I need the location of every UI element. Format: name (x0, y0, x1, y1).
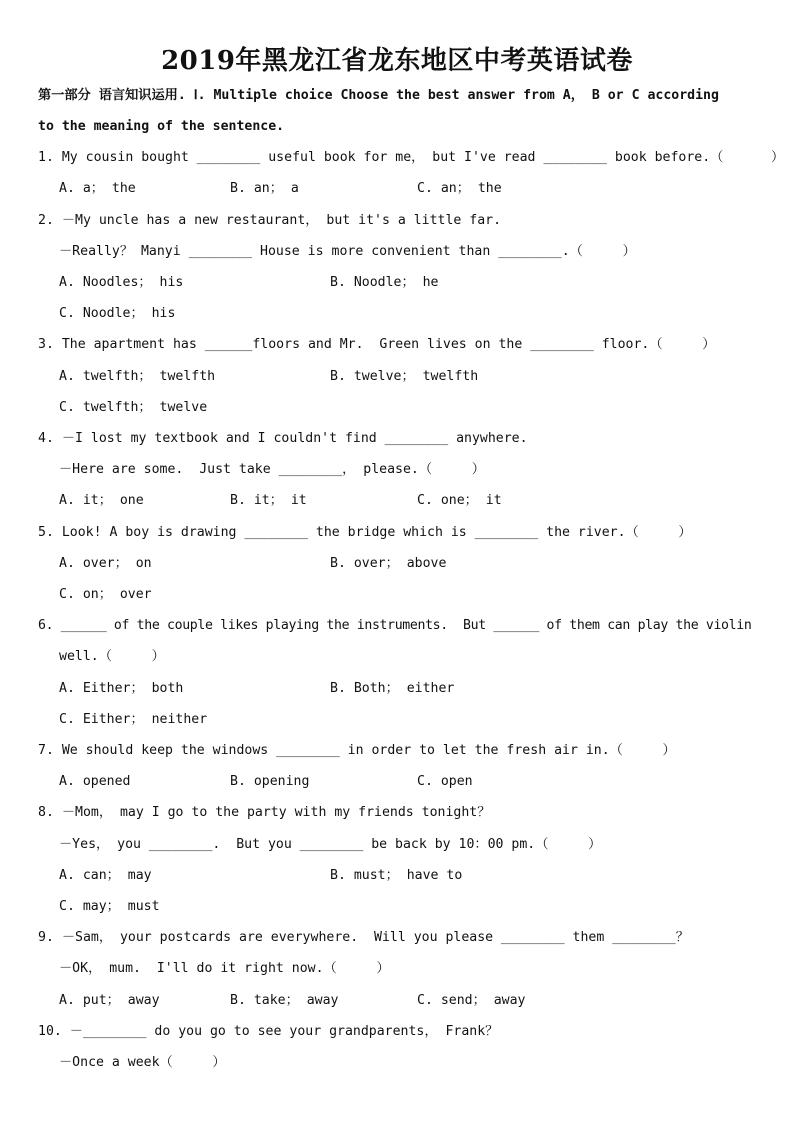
question-8-option-a: A. can； may (59, 868, 152, 883)
question-2-stem-line-2: －Really？ Manyi ________ House is more convenient than ________.（ ） (59, 244, 636, 259)
question-10-stem-line-1: 10. －________ do you go to see your grandparents， Frank？ (38, 1024, 499, 1039)
question-5-option-c: C. on； over (59, 587, 152, 602)
question-4-stem-line-1: 4. －I lost my textbook and I couldn't find ________ anywhere. (38, 431, 528, 446)
question-9-option-a: A. put； away (59, 993, 160, 1008)
question-2-option-c: C. Noodle； his (59, 306, 176, 321)
question-6-stem-line-2: well.（ ） (59, 649, 165, 664)
question-4-stem-line-2: －Here are some. Just take ________， please.（ ） (59, 462, 485, 477)
question-7-option-b: B. opening (230, 774, 310, 789)
section-heading-line-2: to the meaning of the sentence. (38, 119, 285, 134)
section-heading-line-1: 第一部分 语言知识运用. Ⅰ. Multiple choice Choose the best answer from A， B or C according (38, 88, 719, 103)
question-6-option-a: A. Either； both (59, 681, 184, 696)
question-8-stem-line-1: 8. －Mom， may I go to the party with my friends tonight？ (38, 805, 491, 820)
question-1-option-c: C. an； the (417, 181, 502, 196)
question-4-option-c: C. one； it (417, 493, 502, 508)
question-4-option-a: A. it； one (59, 493, 144, 508)
question-5-option-b: B. over； above (330, 556, 447, 571)
question-10-stem-line-2: －Once a week（ ） (59, 1055, 226, 1070)
question-8-option-c: C. may； must (59, 899, 160, 914)
question-6-option-b: B. Both； either (330, 681, 455, 696)
question-3-stem: 3. The apartment has ______floors and Mr. Green lives on the ________ floor.（ ） (38, 337, 716, 352)
question-1-option-a: A. a； the (59, 181, 136, 196)
question-3-option-c: C. twelfth； twelve (59, 400, 208, 415)
question-9-option-c: C. send； away (417, 993, 526, 1008)
question-6-stem-line-1: 6. ______ of the couple likes playing the instruments. But ______ of them can play the violin (38, 618, 752, 633)
question-5-stem: 5. Look! A boy is drawing ________ the bridge which is ________ the river.（ ） (38, 525, 692, 540)
question-6-option-c: C. Either； neither (59, 712, 208, 727)
question-7-option-c: C. open (417, 774, 473, 789)
question-2-stem-line-1: 2. －My uncle has a new restaurant， but it's a little far. (38, 213, 502, 228)
question-3-option-a: A. twelfth； twelfth (59, 369, 216, 384)
question-9-option-b: B. take； away (230, 993, 339, 1008)
question-8-stem-line-2: －Yes， you ________. But you ________ be back by 10：00 pm.（ ） (59, 837, 602, 852)
question-3-option-b: B. twelve； twelfth (330, 369, 479, 384)
question-7-option-a: A. opened (59, 774, 131, 789)
question-9-stem-line-1: 9. －Sam， your postcards are everywhere. Will you please ________ them ________？ (38, 930, 689, 945)
question-2-option-a: A. Noodles； his (59, 275, 184, 290)
question-1-stem: 1. My cousin bought ________ useful book for me， but I've read ________ book before.（ ） (38, 150, 785, 165)
question-5-option-a: A. over； on (59, 556, 152, 571)
question-7-stem: 7. We should keep the windows ________ in order to let the fresh air in.（ ） (38, 743, 676, 758)
page-title: 2019年黑龙江省龙东地区中考英语试卷 (161, 46, 633, 76)
question-9-stem-line-2: －OK， mum. I'll do it right now.（ ） (59, 961, 390, 976)
question-4-option-b: B. it； it (230, 493, 307, 508)
question-8-option-b: B. must； have to (330, 868, 463, 883)
question-2-option-b: B. Noodle； he (330, 275, 439, 290)
question-1-option-b: B. an； a (230, 181, 299, 196)
